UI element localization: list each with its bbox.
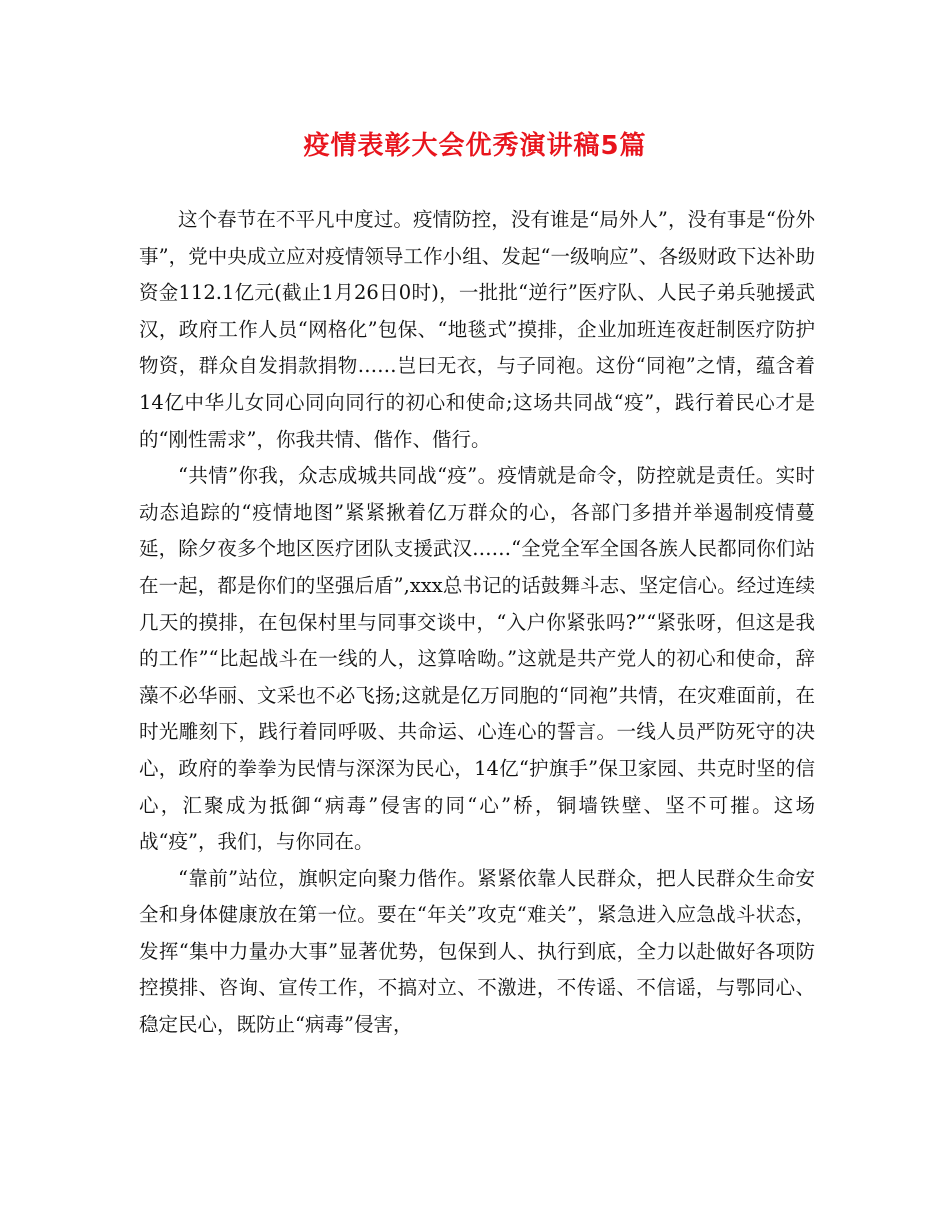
document-body xyxy=(139,202,815,1044)
paragraph-2: “共情”你我，众志成城共同战“疫”。疫情就是命令，防控就是责任。实时动态追踪的“疫情地图”紧紧揪着亿万群众的心，各部门多措并举遏制疫情蔓延，除夕夜多个地区医疗团队支援武汉……“全党全军全国各族人民都同你们站在一起，都是你们的坚强后盾”,xxx总书记的话鼓舞斗志、坚定信心。经过连续几天的摸排，在包保村里与同事交谈中，“入户你紧张吗?”“紧张呀，但这是我的工作”“比起战斗在一线的人，这算啥呦。”这就是共产党人的初心和使命，辞藻不必华丽、文采也不必飞扬;这就是亿万同胞的“同袍”共情，在灾难面前，在时光雕刻下，践行着同呼吸、共命运、心连心的誓言。一线人员严防死守的决心，政府的拳拳为民情与深深为民心，14亿“护旗手”保卫家园、共克时坚的信心，汇聚成为抵御“病毒”侵害的同“心”桥，铜墙铁壁、坚不可摧。这场战“疫”，我们，与你同在。 xyxy=(139,464,815,854)
paragraph-3: “靠前”站位，旗帜定向聚力偕作。紧紧依靠人民群众，把人民群众生命安全和身体健康放在第一位。要在“年关”攻克“难关”，紧急进入应急战斗状态，发挥“集中力量办大事”显著优势，包保到人、执行到底，全力以赴做好各项防控摸排、咨询、宣传工作，不搞对立、不激进，不传谣、不信谣，与鄂同心、稳定民心，既防止“病毒”侵害， xyxy=(139,866,815,1037)
document-title: 疫情表彰大会优秀演讲稿5篇 xyxy=(303,131,647,161)
paragraph-1: 这个春节在不平凡中度过。疫情防控，没有谁是“局外人”，没有事是“份外事”，党中央成立应对疫情领导工作小组、发起“一级响应”、各级财政下达补助资金112.1亿元(截止1月26日0时)，一批批“逆行”医疗队、人民子弟兵驰援武汉，政府工作人员“网格化”包保、“地毯式”摸排，企业加班连夜赶制医疗防护物资，群众自发捐款捐物……岂曰无衣，与子同袍。这份“同袍”之情，蕴含着14亿中华儿女同心同向同行的初心和使命;这场共同战“疫”，践行着民心才是的“刚性需求”，你我共情、偕作、偕行。 xyxy=(139,208,815,451)
